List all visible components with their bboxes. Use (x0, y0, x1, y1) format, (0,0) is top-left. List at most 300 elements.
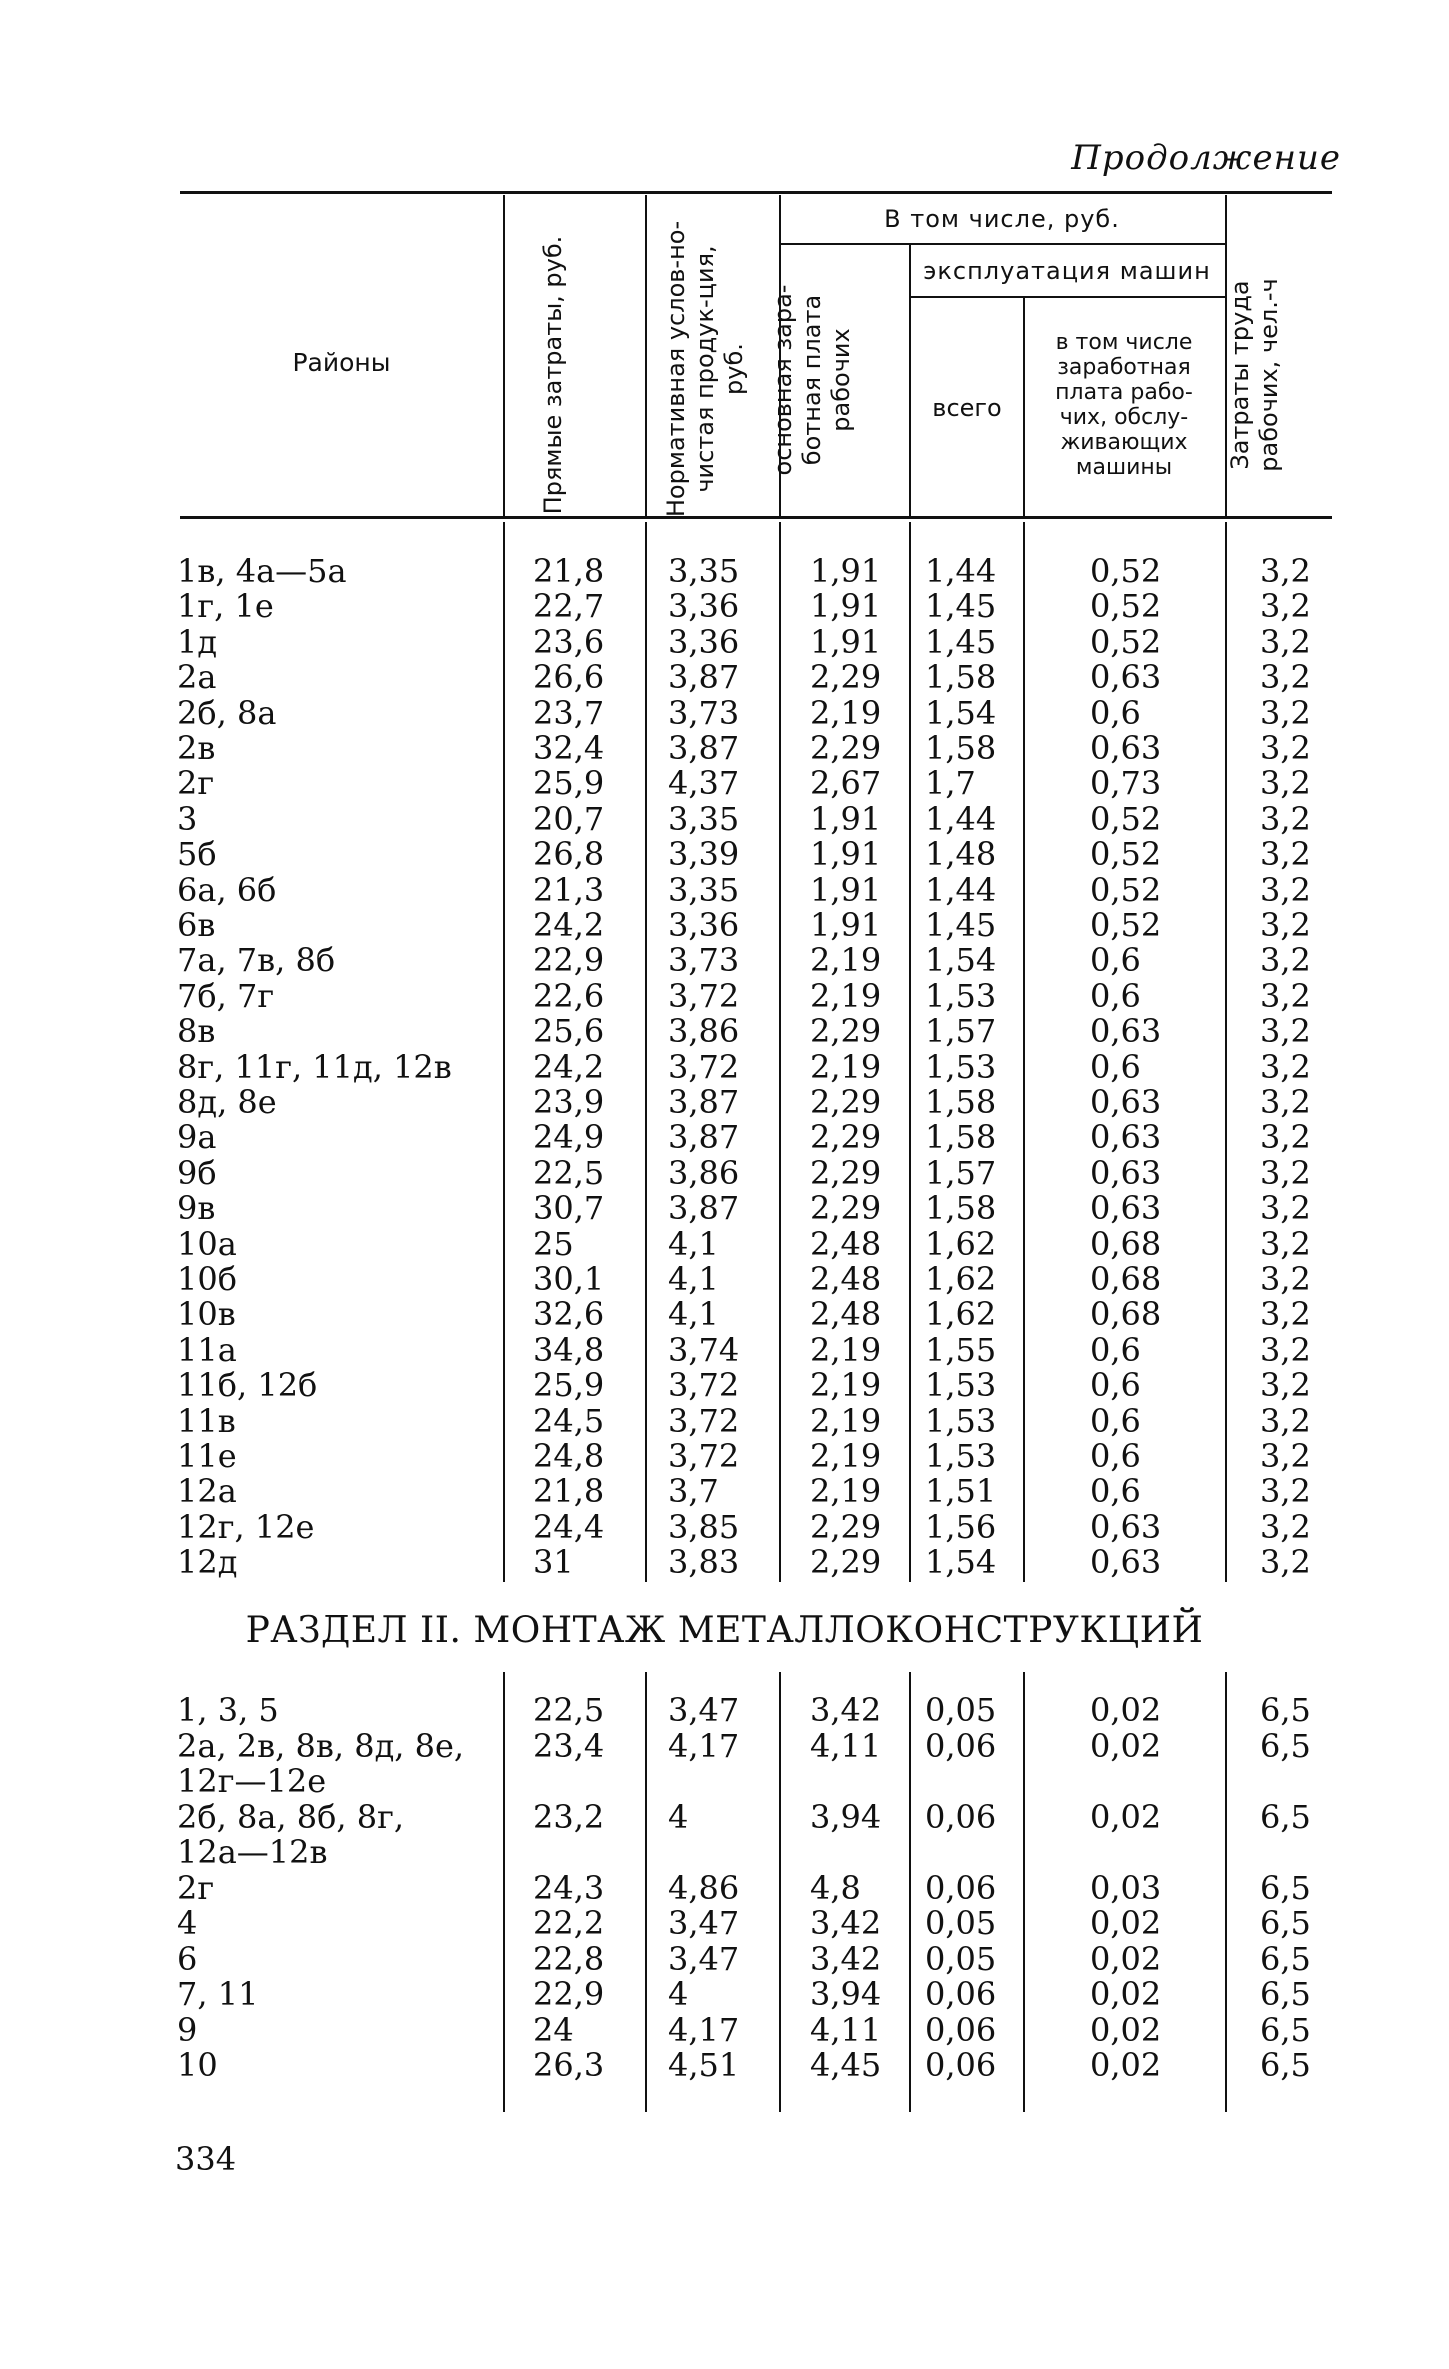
table-row (0, 978, 1449, 1014)
net-production-cell: 3,47 (668, 1691, 740, 1729)
net-production-cell: 3,36 (668, 587, 740, 626)
page-number: 334 (175, 2140, 237, 2178)
net-production-cell: 3,86 (668, 1012, 740, 1051)
net-production-cell: 3,73 (668, 941, 740, 980)
direct-costs-cell: 32,6 (533, 1295, 605, 1334)
machine-wages-cell: 0,63 (1090, 729, 1162, 767)
net-production-cell: 3,47 (668, 1939, 740, 1978)
region-cell: 2а, 2в, 8в, 8д, 8е, (177, 1726, 465, 1765)
machine-wages-cell: 0,68 (1090, 1295, 1162, 1334)
table-row (0, 1084, 1449, 1120)
machine-wages-cell: 0,6 (1090, 1472, 1141, 1511)
base-wages-cell: 2,19 (810, 1330, 882, 1369)
region-cell: 2г (177, 1868, 215, 1907)
machine-wages-cell: 0,63 (1090, 1012, 1162, 1051)
direct-costs-cell: 26,8 (533, 835, 605, 874)
table-row (0, 765, 1449, 801)
section2-title: РАЗДЕЛ II. МОНТАЖ МЕТАЛЛОКОНСТРУКЦИЙ (245, 1610, 1204, 1651)
table-row (0, 1473, 1449, 1509)
net-production-cell: 3,87 (668, 1083, 740, 1121)
direct-costs-cell: 25,9 (533, 1366, 605, 1405)
machine-total-cell: 1,58 (925, 1118, 997, 1157)
direct-costs-cell: 22,7 (533, 587, 605, 626)
table-row (0, 872, 1449, 908)
base-wages-cell: 2,19 (810, 941, 882, 980)
table-row (0, 553, 1449, 589)
net-production-cell: 4,86 (668, 1868, 740, 1907)
labor-cost-cell: 3,2 (1260, 764, 1311, 803)
net-production-cell: 3,87 (668, 729, 740, 767)
machine-total-cell: 0,05 (925, 1904, 997, 1942)
machine-wages-cell: 0,63 (1090, 658, 1162, 697)
region-cell: 2б, 8а (177, 693, 277, 732)
table-row (0, 1226, 1449, 1262)
net-production-cell: 3,72 (668, 1047, 740, 1086)
machine-wages-cell: 0,02 (1090, 2010, 1162, 2049)
region-cell: 2г (177, 764, 215, 803)
net-production-cell: 4,1 (668, 1224, 719, 1263)
table-row (0, 1976, 1449, 2012)
region-cell: 9 (177, 2010, 198, 2049)
net-production-cell: 3,7 (668, 1472, 719, 1511)
labor-cost-cell: 3,2 (1260, 906, 1311, 944)
machine-total-cell: 0,06 (925, 1726, 997, 1765)
table-row (0, 1403, 1449, 1439)
machine-wages-cell: 0,6 (1090, 1401, 1141, 1440)
machine-total-cell: 1,44 (925, 870, 997, 909)
labor-cost-cell: 3,2 (1260, 693, 1311, 732)
table-row (0, 1905, 1449, 1941)
region-cell: 8в (177, 1012, 216, 1051)
direct-costs-cell: 24,9 (533, 1118, 605, 1157)
labor-cost-cell: 3,2 (1260, 870, 1311, 909)
table-row (0, 1834, 1449, 1870)
region-cell: 6 (177, 1939, 198, 1978)
direct-costs-cell: 22,9 (533, 941, 605, 980)
base-wages-cell: 2,29 (810, 1507, 882, 1546)
base-wages-cell: 2,19 (810, 1472, 882, 1511)
table-row (0, 730, 1449, 766)
labor-cost-cell: 6,5 (1260, 1868, 1311, 1907)
continuation-label: Продолжение (1071, 138, 1341, 178)
machine-wages-cell: 0,03 (1090, 1868, 1162, 1907)
net-production-cell: 4,51 (668, 2046, 740, 2084)
region-cell: 12д (177, 1543, 238, 1582)
direct-costs-cell: 24,3 (533, 1868, 605, 1907)
machine-wages-cell: 0,6 (1090, 1437, 1141, 1475)
region-cell: 9б (177, 1153, 217, 1192)
labor-cost-cell: 3,2 (1260, 1083, 1311, 1121)
base-wages-cell: 2,48 (810, 1295, 882, 1334)
base-wages-cell: 1,91 (810, 906, 882, 944)
including-rule (779, 243, 1225, 245)
base-wages-cell: 2,29 (810, 1543, 882, 1582)
region-cell: 12а—12в (177, 1833, 328, 1871)
table-row (0, 942, 1449, 978)
net-production-cell: 4 (668, 1797, 689, 1836)
labor-cost-cell: 3,2 (1260, 941, 1311, 980)
net-production-cell: 3,47 (668, 1904, 740, 1942)
machine-total-cell: 1,62 (925, 1260, 997, 1298)
machine-total-cell: 1,53 (925, 1366, 997, 1405)
labor-cost-cell: 3,2 (1260, 1366, 1311, 1405)
machine-wages-cell: 0,52 (1090, 552, 1162, 590)
direct-costs-cell: 31 (533, 1543, 574, 1582)
net-production-cell: 3,87 (668, 1189, 740, 1228)
net-production-cell: 3,87 (668, 1118, 740, 1157)
machine-wages-cell: 0,52 (1090, 835, 1162, 874)
machine-total-cell: 1,53 (925, 1437, 997, 1475)
direct-costs-cell: 22,5 (533, 1691, 605, 1729)
region-cell: 2б, 8а, 8б, 8г, (177, 1797, 405, 1836)
direct-costs-cell: 30,7 (533, 1189, 605, 1228)
labor-cost-cell: 3,2 (1260, 1153, 1311, 1192)
table-row (0, 1155, 1449, 1191)
machine-total-cell: 1,53 (925, 976, 997, 1015)
machine-wages-cell: 0,02 (1090, 1939, 1162, 1978)
region-cell: 10 (177, 2046, 218, 2084)
region-cell: 3 (177, 799, 198, 838)
region-cell: 12а (177, 1472, 237, 1511)
region-cell: 4 (177, 1904, 198, 1942)
net-production-cell: 3,83 (668, 1543, 740, 1582)
table-row (0, 1119, 1449, 1155)
direct-costs-cell: 21,3 (533, 870, 605, 909)
machine-wages-cell: 0,63 (1090, 1118, 1162, 1157)
direct-costs-cell: 26,3 (533, 2046, 605, 2084)
labor-cost-cell: 3,2 (1260, 1507, 1311, 1546)
base-wages-cell: 3,42 (810, 1904, 882, 1942)
region-cell: 5б (177, 835, 217, 874)
region-cell: 12г—12е (177, 1762, 327, 1800)
including-wages-header: в том числе заработная плата рабо-чих, обслу-живающих машины (1055, 330, 1193, 480)
direct-costs-cell: 23,4 (533, 1726, 605, 1765)
table-row (0, 1763, 1449, 1799)
labor-cost-cell: 3,2 (1260, 1543, 1311, 1582)
region-cell: 12г, 12е (177, 1507, 315, 1546)
machine-wages-cell: 0,63 (1090, 1189, 1162, 1228)
direct-costs-header: Прямые затраты, руб. (539, 235, 567, 515)
net-production-cell: 4 (668, 1975, 689, 2013)
direct-costs-cell: 22,9 (533, 1975, 605, 2013)
base-wages-cell: 2,19 (810, 976, 882, 1015)
labor-cost-cell: 3,2 (1260, 976, 1311, 1015)
labor-cost-cell: 6,5 (1260, 2010, 1311, 2049)
base-wages-cell: 2,48 (810, 1260, 882, 1298)
table-row (0, 1438, 1449, 1474)
region-cell: 7а, 7в, 8б (177, 941, 336, 980)
header-divider (1023, 298, 1025, 517)
labor-cost-cell: 3,2 (1260, 1189, 1311, 1228)
machine-total-cell: 1,53 (925, 1401, 997, 1440)
table-row (0, 1544, 1449, 1580)
base-wages-cell: 2,29 (810, 658, 882, 697)
table-row (0, 1799, 1449, 1835)
machine-total-cell: 1,7 (925, 764, 976, 803)
labor-cost-cell: 6,5 (1260, 1904, 1311, 1942)
net-production-cell: 3,87 (668, 658, 740, 697)
total-header: всего (932, 394, 1002, 422)
direct-costs-cell: 25,9 (533, 764, 605, 803)
machine-total-cell: 1,57 (925, 1153, 997, 1192)
machine-total-cell: 1,58 (925, 1083, 997, 1121)
direct-costs-cell: 22,5 (533, 1153, 605, 1192)
direct-costs-cell: 34,8 (533, 1330, 605, 1369)
net-production-cell: 3,35 (668, 799, 740, 838)
normative-net-production-header: Нормативная услов-но-чистая продук-ция, руб. (662, 220, 748, 518)
base-wages-cell: 2,29 (810, 1153, 882, 1192)
direct-costs-cell: 24,5 (533, 1401, 605, 1440)
labor-cost-cell: 3,2 (1260, 835, 1311, 874)
labor-cost-cell: 3,2 (1260, 658, 1311, 697)
table-row (0, 659, 1449, 695)
labor-cost-cell: 3,2 (1260, 1260, 1311, 1298)
base-wages-cell: 2,19 (810, 1047, 882, 1086)
table-top-rule (180, 191, 1332, 194)
machine-total-cell: 0,05 (925, 1939, 997, 1978)
regions-header: Районы (292, 348, 391, 377)
region-cell: 1д (177, 622, 218, 661)
labor-cost-cell: 3,2 (1260, 1295, 1311, 1334)
base-wages-cell: 4,45 (810, 2046, 882, 2084)
direct-costs-cell: 21,8 (533, 1472, 605, 1511)
labor-cost-cell: 3,2 (1260, 1047, 1311, 1086)
region-cell: 10а (177, 1224, 237, 1263)
labor-cost-cell: 3,2 (1260, 1401, 1311, 1440)
net-production-cell: 3,74 (668, 1330, 740, 1369)
base-wages-cell: 2,29 (810, 1118, 882, 1157)
direct-costs-cell: 22,6 (533, 976, 605, 1015)
direct-costs-cell: 25,6 (533, 1012, 605, 1051)
table-row (0, 1049, 1449, 1085)
labor-cost-cell: 3,2 (1260, 622, 1311, 661)
base-wages-cell: 4,11 (810, 1726, 882, 1765)
machine-total-cell: 0,06 (925, 1868, 997, 1907)
direct-costs-cell: 23,9 (533, 1083, 605, 1121)
machine-wages-cell: 0,52 (1090, 870, 1162, 909)
labor-cost-cell: 6,5 (1260, 1726, 1311, 1765)
direct-costs-cell: 26,6 (533, 658, 605, 697)
machine-total-cell: 1,44 (925, 552, 997, 590)
labor-cost-cell: 3,2 (1260, 1437, 1311, 1475)
machine-wages-cell: 0,68 (1090, 1224, 1162, 1263)
region-cell: 8д, 8е (177, 1083, 277, 1121)
net-production-cell: 3,35 (668, 552, 740, 590)
table-row (0, 1332, 1449, 1368)
machine-total-cell: 1,45 (925, 622, 997, 661)
labor-cost-cell: 3,2 (1260, 1012, 1311, 1051)
base-wages-cell: 1,91 (810, 622, 882, 661)
table-row (0, 1728, 1449, 1764)
machine-wages-cell: 0,02 (1090, 1691, 1162, 1729)
machine-total-cell: 1,55 (925, 1330, 997, 1369)
direct-costs-cell: 24,2 (533, 906, 605, 944)
machine-total-cell: 1,45 (925, 906, 997, 944)
direct-costs-cell: 23,6 (533, 622, 605, 661)
direct-costs-cell: 32,4 (533, 729, 605, 767)
machine-wages-cell: 0,63 (1090, 1153, 1162, 1192)
machine-wages-cell: 0,68 (1090, 1260, 1162, 1298)
table-row (0, 836, 1449, 872)
machine-total-cell: 0,05 (925, 1691, 997, 1729)
net-production-cell: 3,86 (668, 1153, 740, 1192)
region-cell: 11б, 12б (177, 1366, 318, 1405)
machine-wages-cell: 0,02 (1090, 1797, 1162, 1836)
machine-wages-cell: 0,52 (1090, 906, 1162, 944)
direct-costs-cell: 23,7 (533, 693, 605, 732)
table-row (0, 1013, 1449, 1049)
table-row (0, 2047, 1449, 2083)
machine-total-cell: 1,54 (925, 941, 997, 980)
machine-total-cell: 1,54 (925, 693, 997, 732)
machine-wages-cell: 0,52 (1090, 622, 1162, 661)
base-wages-cell: 2,67 (810, 764, 882, 803)
net-production-cell: 3,39 (668, 835, 740, 874)
region-cell: 1, 3, 5 (177, 1691, 279, 1729)
base-wages-header: основная зара-ботная плата рабочих (769, 284, 855, 476)
labor-cost-cell: 3,2 (1260, 552, 1311, 590)
base-wages-cell: 4,11 (810, 2010, 882, 2049)
base-wages-cell: 2,19 (810, 1437, 882, 1475)
table-row (0, 588, 1449, 624)
direct-costs-cell: 24,2 (533, 1047, 605, 1086)
region-cell: 2в (177, 729, 216, 767)
base-wages-cell: 2,48 (810, 1224, 882, 1263)
table-row (0, 2012, 1449, 2048)
labor-cost-cell: 3,2 (1260, 1472, 1311, 1511)
machine-total-cell: 1,53 (925, 1047, 997, 1086)
base-wages-cell: 2,29 (810, 1012, 882, 1051)
direct-costs-cell: 22,2 (533, 1904, 605, 1942)
machine-total-cell: 0,06 (925, 2046, 997, 2084)
table-row (0, 907, 1449, 943)
labor-cost-cell: 3,2 (1260, 587, 1311, 626)
net-production-cell: 3,85 (668, 1507, 740, 1546)
table-row (0, 1941, 1449, 1977)
header-divider (503, 195, 505, 517)
machine-total-cell: 1,44 (925, 799, 997, 838)
region-cell: 9а (177, 1118, 217, 1157)
machine-total-cell: 1,45 (925, 587, 997, 626)
base-wages-cell: 2,29 (810, 729, 882, 767)
machine-wages-cell: 0,6 (1090, 976, 1141, 1015)
machines-rule (909, 296, 1225, 298)
machine-wages-cell: 0,6 (1090, 1047, 1141, 1086)
table-row (0, 624, 1449, 660)
labor-cost-cell: 6,5 (1260, 1797, 1311, 1836)
header-divider (909, 245, 911, 517)
machine-total-cell: 1,48 (925, 835, 997, 874)
direct-costs-cell: 21,8 (533, 552, 605, 590)
machine-wages-cell: 0,6 (1090, 1366, 1141, 1405)
region-cell: 9в (177, 1189, 216, 1228)
base-wages-cell: 2,19 (810, 1366, 882, 1405)
header-divider (645, 195, 647, 517)
table-row (0, 695, 1449, 731)
machine-total-cell: 1,54 (925, 1543, 997, 1582)
machine-total-cell: 1,62 (925, 1295, 997, 1334)
net-production-cell: 3,72 (668, 1437, 740, 1475)
base-wages-cell: 3,42 (810, 1691, 882, 1729)
net-production-cell: 3,72 (668, 1366, 740, 1405)
region-cell: 10в (177, 1295, 236, 1334)
base-wages-cell: 2,19 (810, 693, 882, 732)
machine-wages-cell: 0,02 (1090, 1975, 1162, 2013)
base-wages-cell: 3,94 (810, 1797, 882, 1836)
base-wages-cell: 2,29 (810, 1189, 882, 1228)
machine-total-cell: 0,06 (925, 1797, 997, 1836)
direct-costs-cell: 23,2 (533, 1797, 605, 1836)
machine-wages-cell: 0,02 (1090, 1904, 1162, 1942)
base-wages-cell: 1,91 (810, 835, 882, 874)
net-production-cell: 4,1 (668, 1295, 719, 1334)
base-wages-cell: 1,91 (810, 799, 882, 838)
machine-wages-cell: 0,6 (1090, 1330, 1141, 1369)
machine-wages-cell: 0,63 (1090, 1543, 1162, 1582)
machine-total-cell: 0,06 (925, 1975, 997, 2013)
net-production-cell: 4,17 (668, 2010, 740, 2049)
machine-wages-cell: 0,6 (1090, 941, 1141, 980)
base-wages-cell: 4,8 (810, 1868, 861, 1907)
machine-wages-cell: 0,02 (1090, 1726, 1162, 1765)
including-header: В том числе, руб. (884, 205, 1120, 233)
table-row (0, 801, 1449, 837)
region-cell: 7б, 7г (177, 976, 275, 1015)
machine-total-cell: 0,06 (925, 2010, 997, 2049)
labor-cost-cell: 3,2 (1260, 1330, 1311, 1369)
table-row (0, 1190, 1449, 1226)
region-cell: 11е (177, 1437, 237, 1475)
region-cell: 2а (177, 658, 217, 697)
table-row (0, 1261, 1449, 1297)
direct-costs-cell: 30,1 (533, 1260, 605, 1298)
base-wages-cell: 3,42 (810, 1939, 882, 1978)
direct-costs-cell: 20,7 (533, 799, 605, 838)
machine-wages-cell: 0,52 (1090, 587, 1162, 626)
machine-total-cell: 1,56 (925, 1507, 997, 1546)
machine-wages-cell: 0,52 (1090, 799, 1162, 838)
net-production-cell: 3,36 (668, 906, 740, 944)
net-production-cell: 4,17 (668, 1726, 740, 1765)
direct-costs-cell: 25 (533, 1224, 574, 1263)
labor-cost-cell: 3,2 (1260, 1118, 1311, 1157)
labor-cost-cell: 3,2 (1260, 1224, 1311, 1263)
net-production-cell: 4,1 (668, 1260, 719, 1298)
labor-cost-cell: 3,2 (1260, 729, 1311, 767)
direct-costs-cell: 24,8 (533, 1437, 605, 1475)
base-wages-cell: 2,29 (810, 1083, 882, 1121)
table-row (0, 1870, 1449, 1906)
labor-cost-cell: 6,5 (1260, 1939, 1311, 1978)
region-cell: 6а, 6б (177, 870, 277, 909)
labor-cost-cell: 6,5 (1260, 2046, 1311, 2084)
labor-costs-header: Затраты труда рабочих, чел.-ч (1226, 278, 1283, 472)
net-production-cell: 3,36 (668, 622, 740, 661)
net-production-cell: 3,35 (668, 870, 740, 909)
machine-total-cell: 1,58 (925, 1189, 997, 1228)
region-cell: 8г, 11г, 11д, 12в (177, 1047, 452, 1086)
net-production-cell: 3,73 (668, 693, 740, 732)
base-wages-cell: 2,19 (810, 1401, 882, 1440)
region-cell: 6в (177, 906, 216, 944)
table-row (0, 1367, 1449, 1403)
base-wages-cell: 1,91 (810, 587, 882, 626)
table-row (0, 1509, 1449, 1545)
direct-costs-cell: 24 (533, 2010, 574, 2049)
region-cell: 11а (177, 1330, 237, 1369)
machine-wages-cell: 0,02 (1090, 2046, 1162, 2084)
machine-total-cell: 1,58 (925, 658, 997, 697)
